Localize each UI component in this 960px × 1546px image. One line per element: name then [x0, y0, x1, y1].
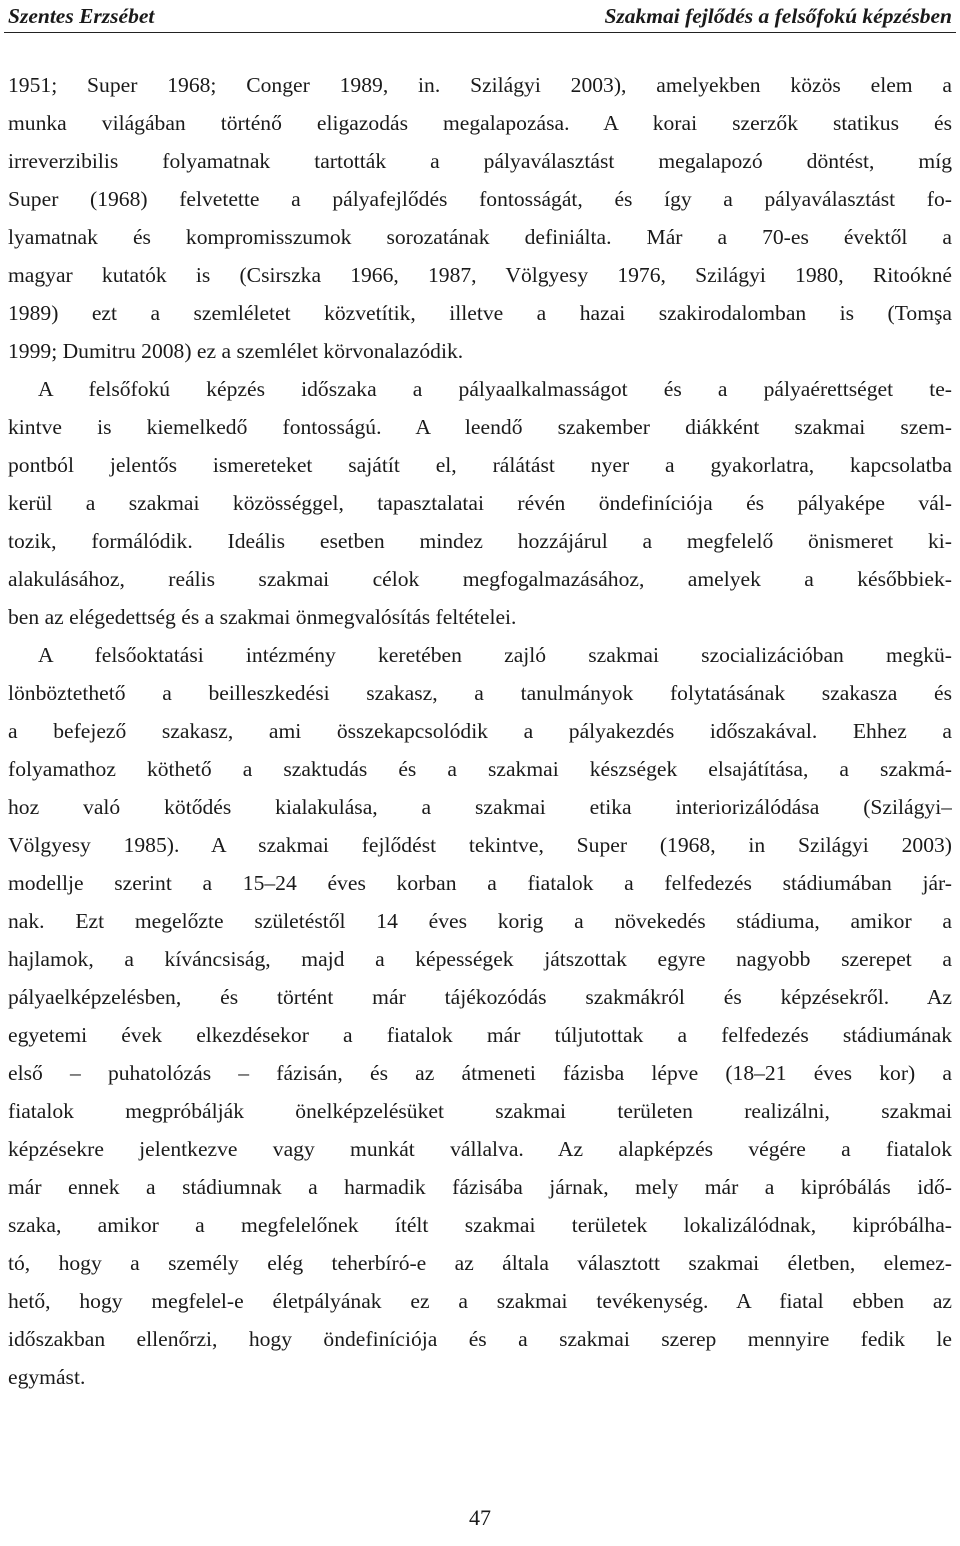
- text-line: nak. Ezt megelőzte születéstől 14 éves korig a növekedés stádiuma, amikor a: [8, 909, 952, 933]
- text-line: egyetemi évek elkezdésekor a fiatalok már túljutottak a felfedezés stádiumának: [8, 1023, 952, 1047]
- text-line: fiatalok megpróbálják önelképzelésüket szakmai területen realizálni, szakmai: [8, 1099, 952, 1123]
- text-line: Völgyesy 1985). A szakmai fejlődést tekintve, Super (1968, in Szilágyi 2003): [8, 833, 952, 857]
- body-text: [8, 66, 952, 1396]
- text-line: hajlamok, a kíváncsiság, majd a képességek játszottak egyre nagyobb szerepet a: [8, 947, 952, 971]
- header-title: Szakmai fejlődés a felsőfokú képzésben: [604, 3, 952, 28]
- page-number: 47: [469, 1505, 491, 1530]
- running-header: [8, 0, 952, 32]
- paragraph-first-line: A felsőfokú képzés időszaka a pályaalkalmasságot és a pályaérettséget te-: [38, 377, 952, 401]
- header-rule: [4, 32, 956, 33]
- text-line: időszakban ellenőrzi, hogy öndefiníciója és a szakmai szerep mennyire fedik le: [8, 1327, 952, 1351]
- text-line: pontból jelentős ismereteket sajátít el, rálátást nyer a gyakorlatra, kapcsolatba: [8, 453, 952, 477]
- paragraph-first-line: A felsőoktatási intézmény keretében zajló szakmai szocializációban megkü-: [38, 643, 952, 667]
- text-line: hoz való kötődés kialakulása, a szakmai etika interiorizálódása (Szilágyi–: [8, 795, 952, 819]
- text-line: első – puhatolózás – fázisán, és az átmeneti fázisba lépve (18–21 éves kor) a: [8, 1061, 952, 1085]
- text-line: a befejező szakasz, ami összekapcsolódik a pályakezdés időszakával. Ehhez a: [8, 719, 952, 743]
- text-line: kintve is kiemelkedő fontosságú. A leendő szakember diákként szakmai szem-: [8, 415, 952, 439]
- text-line: lönböztethető a beilleszkedési szakasz, a tanulmányok folytatásának szakasza és: [8, 681, 952, 705]
- text-line: lyamatnak és kompromisszumok sorozatának definiálta. Már a 70-es évektől a: [8, 225, 952, 249]
- text-line: tó, hogy a személy elég teherbíró-e az általa választott szakmai életben, elemez-: [8, 1251, 952, 1275]
- text-line: folyamathoz köthető a szaktudás és a szakmai készségek elsajátítása, a szakmá-: [8, 757, 952, 781]
- text-line: ben az elégedettség és a szakmai önmegvalósítás feltételei.: [8, 605, 517, 629]
- text-line: szaka, amikor a megfelelőnek ítélt szakmai területek lokalizálódnak, kipróbálha-: [8, 1213, 952, 1237]
- text-line: kerül a szakmai közösséggel, tapasztalatai révén öndefiníciója és pályaképe vál-: [8, 491, 952, 515]
- text-line: magyar kutatók is (Csirszka 1966, 1987, Völgyesy 1976, Szilágyi 1980, Ritoókné: [8, 263, 952, 287]
- text-line: alakulásához, reális szakmai célok megfogalmazásához, amelyek a későbbiek-: [8, 567, 952, 591]
- text-line: 1951; Super 1968; Conger 1989, in. Szilágyi 2003), amelyekben közös elem a: [8, 73, 952, 97]
- text-line: tozik, formálódik. Ideális esetben mindez hozzájárul a megfelelő önismeret ki-: [8, 529, 952, 553]
- text-line: képzésekre jelentkezve vagy munkát vállalva. Az alapképzés végére a fiatalok: [8, 1137, 952, 1161]
- text-line: 1989) ezt a szemléletet közvetítik, illetve a hazai szakirodalomban is (Tomşa: [8, 301, 952, 325]
- text-line: hető, hogy megfelel-e életpályának ez a szakmai tevékenység. A fiatal ebben az: [8, 1289, 952, 1313]
- text-line: már ennek a stádiumnak a harmadik fázisába járnak, mely már a kipróbálás idő-: [8, 1175, 952, 1199]
- text-line: irreverzibilis folyamatnak tartották a pályaválasztást megalapozó döntést, míg: [8, 149, 952, 173]
- text-line: Super (1968) felvetette a pályafejlődés fontosságát, és így a pályaválasztást fo-: [8, 187, 952, 211]
- text-line: egymást.: [8, 1365, 86, 1389]
- header-author: Szentes Erzsébet: [8, 3, 155, 28]
- text-line: 1999; Dumitru 2008) ez a szemlélet körvonalazódik.: [8, 339, 464, 363]
- text-line: modellje szerint a 15–24 éves korban a fiatalok a felfedezés stádiumában jár-: [8, 871, 952, 895]
- text-line: pályaelképzelésben, és történt már tájékozódás szakmákról és képzésekről. Az: [8, 985, 952, 1009]
- text-line: munka világában történő eligazodás megalapozása. A korai szerzők statikus és: [8, 111, 952, 135]
